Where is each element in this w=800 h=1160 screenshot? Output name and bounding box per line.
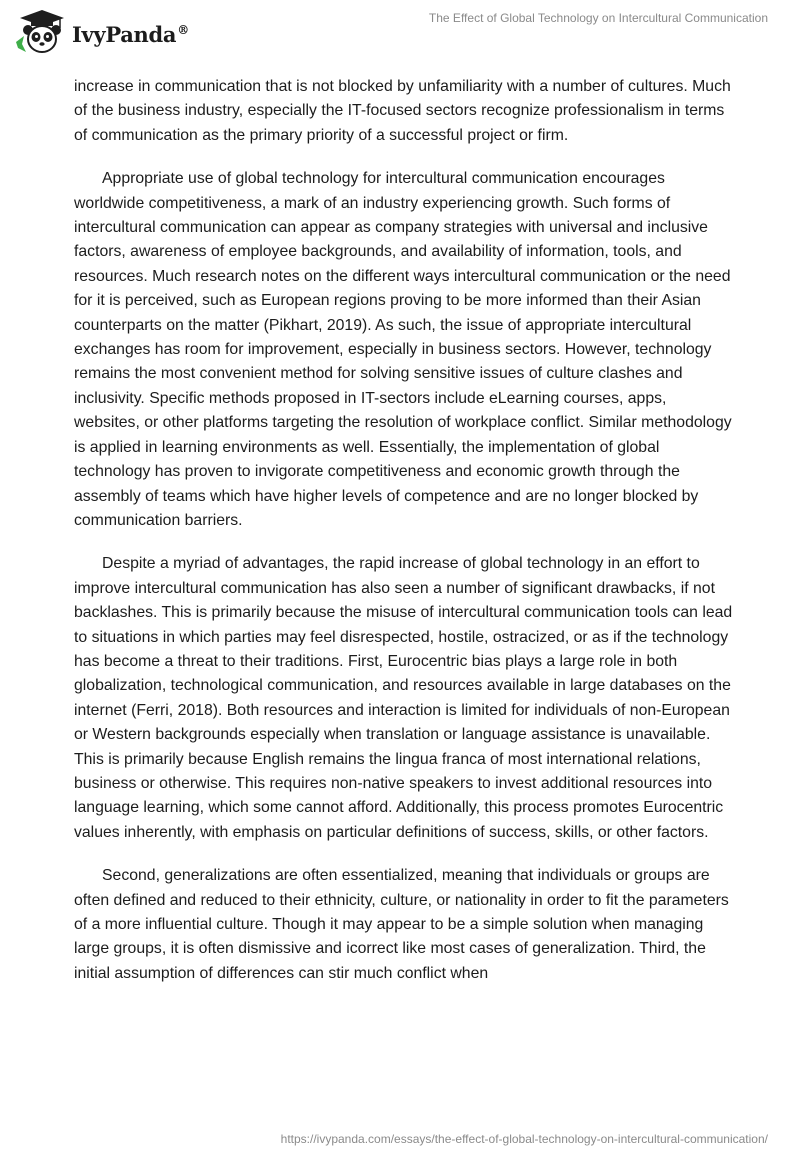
page-header [0,0,800,62]
source-url-link[interactable]: https://ivypanda.com/essays/the-effect-of-global-technology-on-intercultural-communication/ [280,1132,768,1146]
paragraph-4: Second, generalizations are often essentialized, meaning that individuals or groups are often defined and reduced to their ethnicity, culture, or nationality in order to fit the parameters of a more influential culture. Though it may appear to be a simple solution when managing large groups, it is often dismissive and icorrect like most cases of generalization. Third, the initial assumption of differences can stir much conflict when [74,867,729,982]
brand-logo[interactable] [14,8,189,56]
registered-mark: ® [177,22,189,37]
panda-graduate-icon [14,8,66,56]
paragraph-1: increase in communication that is not blocked by unfamiliarity with a number of cultures. Much of the business industry, especially the IT-focused sectors recognize professionalism in terms of communication as the primary priority of a successful project or firm. [74,78,731,144]
paragraph-3: Despite a myriad of advantages, the rapid increase of global technology in an effort to improve intercultural communication has also seen a number of significant drawbacks, if not backlashes. This is primarily because the misuse of intercultural communication tools can lead to situations in which parties may feel disrespected, hostile, ostracized, or as if the technology has become a threat to their traditions. First, Eurocentric bias plays a large role in both globalization, technological communication, and resources available in large databases on the internet (Ferri, 2018). Both resources and interaction is limited for individuals of non-European or Western backgrounds especially when translation or language assistance is unavailable. This is primarily because English remains the lingua franca of most international relations, business or otherwise. This requires non-native speakers to invest additional resources into language learning, which some cannot afford. Additionally, this process promotes Eurocentric values inherently, with emphasis on particular definitions of success, skills, or other factors. [74,555,733,841]
essay-body [74,75,734,1005]
document-title: The Effect of Global Technology on Intercultural Communication [428,11,768,25]
brand-name: IvyPanda® [72,21,189,47]
paragraph-2: Appropriate use of global technology for intercultural communication encourages worldwide competitiveness, a mark of an industry experiencing growth. Such forms of intercultural communication can appear as company strategies with universal and inclusive factors, awareness of employee backgrounds, and availability of information, tools, and resources. Much research notes on the different ways intercultural communication or the need for it is perceived, such as European regions proving to be more informed than their Asian counterparts on the matter (Pikhart, 2019). As such, the issue of appropriate intercultural exchanges has room for improvement, especially in business sectors. However, technology remains the most convenient method for solving sensitive issues of culture clashes and inclusivity. Specific methods proposed in IT-sectors include eLearning courses, apps, websites, or other platforms targeting the resolution of workplace conflict. Similar methodology is applied in learning environments as well. Essentially, the implementation of global technology has proven to invigorate competitiveness and economic growth through the assembly of teams which have higher levels of competence and are no longer blocked by communication barriers. [74,170,732,529]
